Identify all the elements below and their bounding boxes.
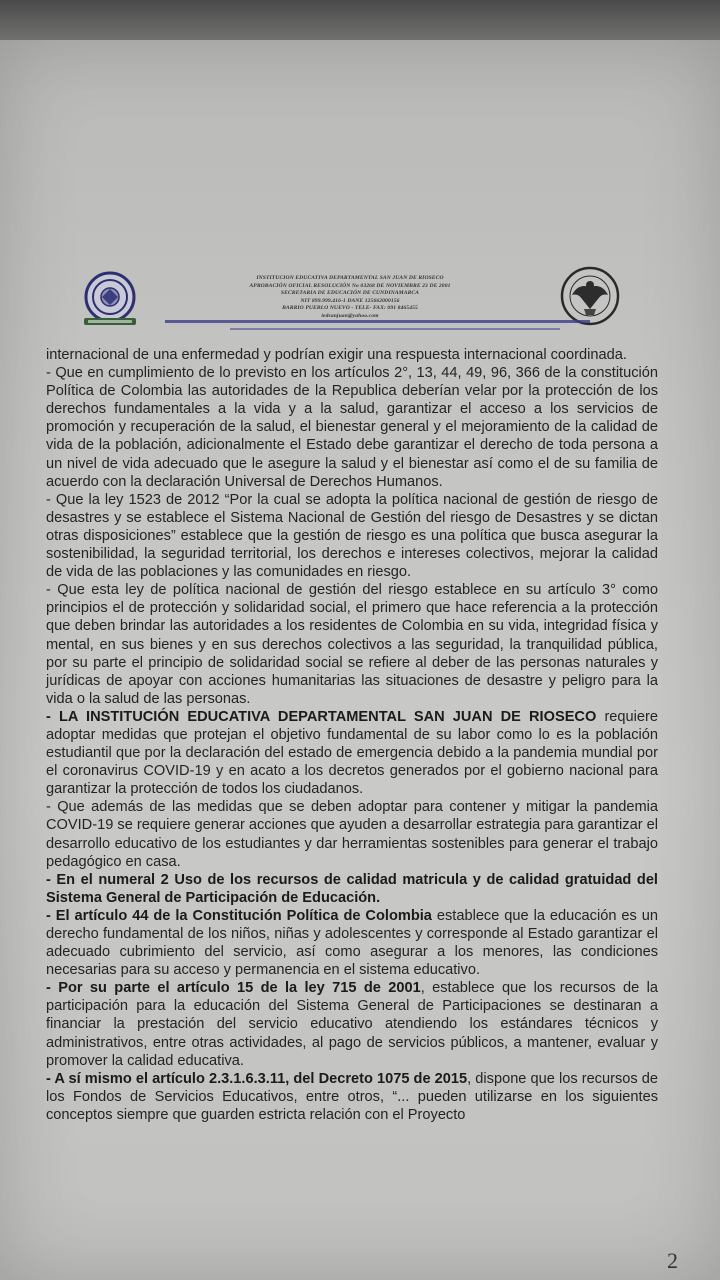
paragraph: - Que en cumplimiento de lo previsto en los artículos 2°, 13, 44, 49, 96, 366 de la constitución Política de Colombia las autoridades de la Republica deberían velar por la protección de los derechos fundamentales a la vida y a la salud, garantizar el acceso a los servicios de promoción y recuperación de la salud, el bienestar general y el mejoramiento de la calidad de vida de la población, adicionalmente el Estado debe garantizar el derecho de toda persona a un nivel de vida adecuado que le asegure la salud y el bienestar así como el de su familia de acuerdo con la declaración Universal de Derechos Humanos. [46, 365, 658, 490]
paragraph: - El artículo 44 de la Constitución Política de Colombia establece que la educación es un derecho fundamental de los niños, niñas y adolescentes y corresponde al Estado garantizar el adecuado cubrimiento del servicio, así como asegurar a los menores, las condiciones necesarias para su acceso y permanencia en el sistema educativo. [46, 907, 658, 979]
header-line: INSTITUCION EDUCATIVA DEPARTAMENTAL SAN JUAN DE RIOSECO [256, 275, 444, 281]
header-line: SECRETARIA DE EDUCACIÓN DE CUNDINAMARCA [280, 290, 420, 297]
paragraph: - Por su parte el artículo 15 de la ley 715 de 2001, establece que los recursos de la participación para la educación del Sistema General de Participaciones se destinaran a financiar la prestación del servicio educativo atendiendo los estándares técnicos y administrativos, entre otras actividades, al pago de servicios públicos, a mantener, evaluar y promover la calidad educativa. [46, 980, 658, 1069]
header-line: iedsanjuan@yahoo.com [321, 312, 379, 319]
header-line: BARRIO PUEBLO NUEVO - TELE- FAX: 091 8465455 [282, 305, 418, 312]
letterhead [70, 265, 630, 340]
document-body [46, 346, 658, 1124]
institution-header-text [200, 275, 500, 321]
header-line: APROBACIÓN OFICIAL RESOLUCIÓN No 03268 DE NOVIEMBRE 23 DE 2001 [249, 282, 451, 289]
header-line: NIT 899.999.416-1 DANE 125662000156 [300, 297, 400, 304]
department-seal-logo [558, 265, 622, 327]
school-crest-logo [80, 270, 140, 328]
paragraph: - En el numeral 2 Uso de los recursos de calidad matricula y de calidad gratuidad del Sistema General de Participación de Educación. [46, 871, 658, 906]
paragraph: - Que esta ley de política nacional de gestión del riesgo establece en su artículo 3° como principios el de protección y solidaridad social, el primero que hace referencia a la protección que deben brindar las autoridades a los residentes de Colombia en su vida, integridad física y mental, en sus bienes y en sus derechos colectivos a las seguridad, la tranquilidad pública, por su parte el principio de solidaridad social se refiere al deber de las personas naturales y jurídicas de apoyar con acciones humanitarias las situaciones de desastre y peligro para la vida o la salud de las personas. [46, 582, 658, 707]
paragraph: internacional de una enfermedad y podrían exigir una respuesta internacional coordinada. [46, 347, 627, 363]
paragraph: - Que además de las medidas que se deben adoptar para contener y mitigar la pandemia COVID-19 se requiere generar acciones que ayuden a desarrollar estrategia para garantizar el desarrollo educativo de los estudiantes y dar herramientas sostenibles para generar el trabajo pedagógico en casa. [46, 799, 658, 870]
header-rule [165, 320, 590, 323]
header-rule [230, 328, 560, 330]
paragraph: - Que la ley 1523 de 2012 “Por la cual se adopta la política nacional de gestión de riesgo de desastres y se establece el Sistema Nacional de Gestión del riesgo de Desastres y se dictan otras disposiciones” establece que la gestión de riesgo es una política que busca asegurar la sostenibilidad, la seguridad territorial, los derechos e intereses colectivos, mejorar la calidad de vida de las poblaciones y las comunidades en riesgo. [46, 491, 658, 581]
paragraph: - LA INSTITUCIÓN EDUCATIVA DEPARTAMENTAL SAN JUAN DE RIOSECO requiere adoptar medidas que protejan el objetivo fundamental de su labor como lo es la población estudiantil que por la declaración del estado de emergencia debido a la pandemia mundial por el coronavirus COVID-19 y en acato a los decretos generados por el gobierno nacional para garantizar la protección de todos los ciudadanos. [46, 708, 658, 798]
page-number: 2 [667, 1248, 678, 1273]
paragraph: - A sí mismo el artículo 2.3.1.6.3.11, del Decreto 1075 de 2015, dispone que los recursos de los Fondos de Servicios Educativos, entre otros, “... pueden utilizarse en los siguientes conceptos siempre que guarden estricta relación con el Proyecto [46, 1070, 658, 1123]
